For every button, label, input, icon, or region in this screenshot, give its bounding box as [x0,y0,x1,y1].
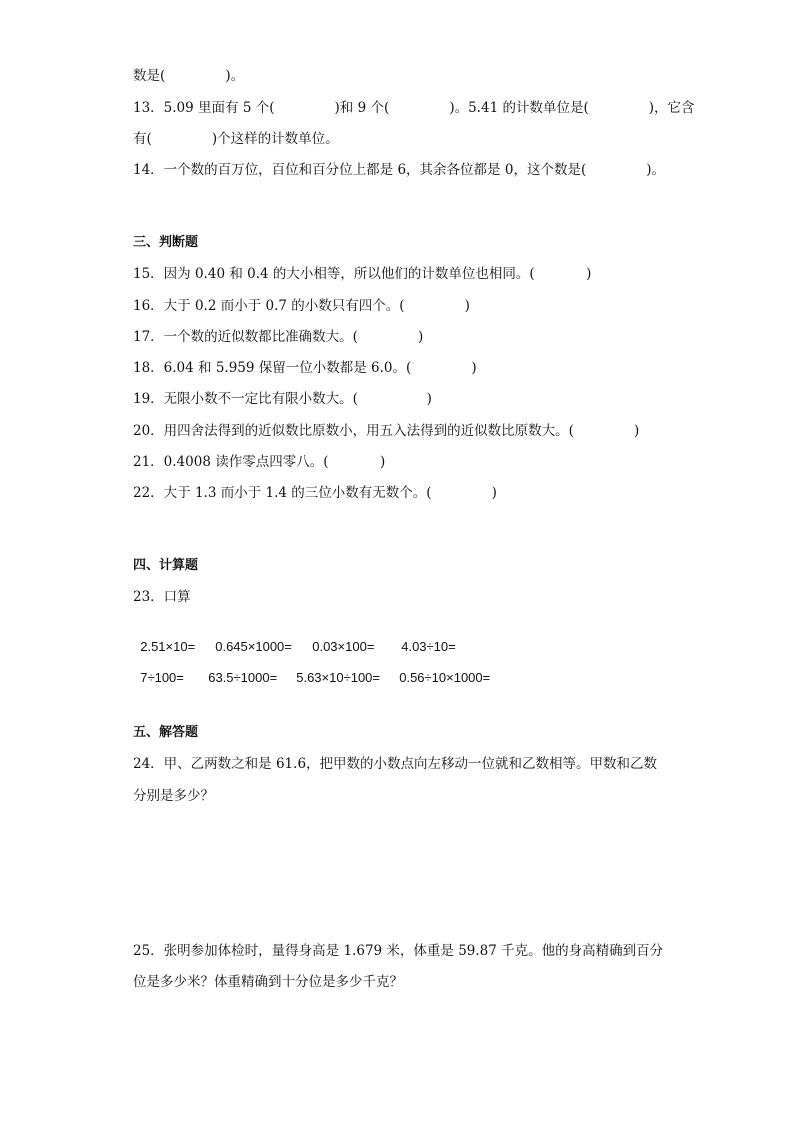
question-24-line2: 分别是多少？ [133,788,214,804]
calc-item: 7÷100= [140,670,184,685]
question-17: 17．一个数的近似数都比准确数大。( ) [133,329,424,345]
question-21: 21．0.4008 读作零点四零八。( ) [133,454,386,470]
calc-item: 0.03×100= [312,639,375,654]
question-24-line1: 24．甲、乙两数之和是 61.6，把甲数的小数点向左移动一位就和乙数相等。甲数和乙数 [133,756,658,772]
q12-continuation: 数是( )。 [133,68,245,84]
calc-item: 5.63×10÷100= [296,670,381,685]
question-14: 14．一个数的百万位，百位和百分位上都是 6，其余各位都是 0，这个数是( )。 [133,162,666,178]
question-23: 23．口算 [133,589,191,605]
section-3-heading: 三、判断题 [133,235,199,250]
question-25-line1: 25．张明参加体检时，量得身高是 1.679 米，体重是 59.87 千克。他的身高精确到百分 [133,943,664,959]
calc-item: 4.03÷10= [401,639,456,654]
calc-item: 63.5÷1000= [208,670,278,685]
question-13-line2: 有( )个这样的计数单位。 [133,131,339,147]
calc-row-2 [133,651,490,687]
question-25-line2: 位是多少米？体重精确到十分位是多少千克？ [133,974,403,990]
question-13-line1: 13．5.09 里面有 5 个( )和 9 个( )。5.41 的计数单位是( )，它含 [133,100,695,116]
question-18: 18．6.04 和 5.959 保留一位小数都是 6.0。( ) [133,360,477,376]
calc-item: 2.51×10= [140,639,196,654]
question-20: 20．用四舍法得到的近似数比原数小，用五入法得到的近似数比原数大。( ) [133,423,640,439]
question-19: 19．无限小数不一定比有限小数大。( ) [133,391,432,407]
question-15: 15．因为 0.40 和 0.4 的大小相等，所以他们的计数单位也相同。( ) [133,266,592,282]
question-22: 22．大于 1.3 而小于 1.4 的三位小数有无数个。( ) [133,485,497,501]
calc-item: 0.645×1000= [215,639,292,654]
section-5-heading: 五、解答题 [133,725,199,740]
calc-item: 0.56÷10×1000= [399,670,491,685]
question-16: 16．大于 0.2 而小于 0.7 的小数只有四个。( ) [133,298,470,314]
section-4-heading: 四、计算题 [133,558,199,573]
